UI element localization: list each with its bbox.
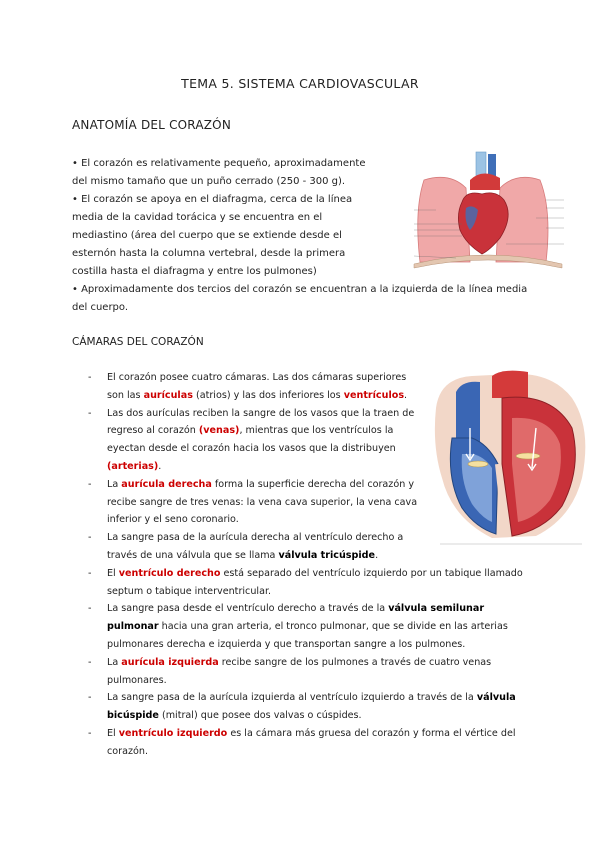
intro-paragraph-left-side: • Aproximadamente dos tercios del corazón se encuentran a la izquierda de la línea media del cuerpo. xyxy=(72,284,528,313)
list-item: - El ventrículo izquierdo es la cámara más gruesa del corazón y forma el vértice del corazón. xyxy=(88,725,528,761)
list-item: - La sangre pasa de la aurícula derecha al ventrículo derecho a través de una válvula que se llama válvula tricúspide. xyxy=(88,529,425,565)
list-item: - El corazón posee cuatro cámaras. Las dos cámaras superiores son las aurículas (atrios) y las dos inferiores los ventrículos. xyxy=(88,369,425,405)
intro-paragraph-position: • El corazón se apoya en el diafragma, cerca de la línea media de la cavidad torácica y se encuentra en el mediastino (área del cuerpo que se extiende desde el esternón hasta la columna vertebral, desde la primera costilla hasta el diafragma y entre los pulmones) xyxy=(72,194,353,277)
intro-paragraphs xyxy=(72,155,372,281)
list-item: - Las dos aurículas reciben la sangre de los vasos que la traen de regreso al corazón (venas), mientras que los ventrículos la eyectan desde el corazón hacia los vasos que la distribuyen (arterias). xyxy=(88,405,425,476)
section-heading-chambers: CÁMARAS DEL CORAZÓN xyxy=(72,336,204,348)
intro-paragraph-size: • El corazón es relativamente pequeño, aproximadamente del mismo tamaño que un puño cerrado (250 - 300 g). xyxy=(72,158,366,187)
list-item: - El ventrículo derecho está separado del ventrículo izquierdo por un tabique llamado septum o tabique interventricular. xyxy=(88,565,528,601)
thorax-heart-illustration xyxy=(396,150,582,280)
list-item: - La aurícula izquierda recibe sangre de los pulmones a través de cuatro venas pulmonares. xyxy=(88,654,528,690)
list-item: - La sangre pasa de la aurícula izquierda al ventrículo izquierdo a través de la válvula bicúspide (mitral) que posee dos valvas o cúspides. xyxy=(88,689,528,725)
list-item: - La sangre pasa desde el ventrículo derecho a través de la válvula semilunar pulmonar hacia una gran arteria, el tronco pulmonar, que se divide en las arterias pulmonares derecha e izquierda y que transportan sangre a los pulmones. xyxy=(88,600,528,653)
chambers-list xyxy=(88,369,528,761)
section-heading-anatomy: ANATOMÍA DEL CORAZÓN xyxy=(72,118,232,132)
list-item: - La aurícula derecha forma la superficie derecha del corazón y recibe sangre de tres venas: la vena cava superior, la vena cava inferior y el seno coronario. xyxy=(88,476,425,529)
page-title: TEMA 5. SISTEMA CARDIOVASCULAR xyxy=(181,76,419,91)
